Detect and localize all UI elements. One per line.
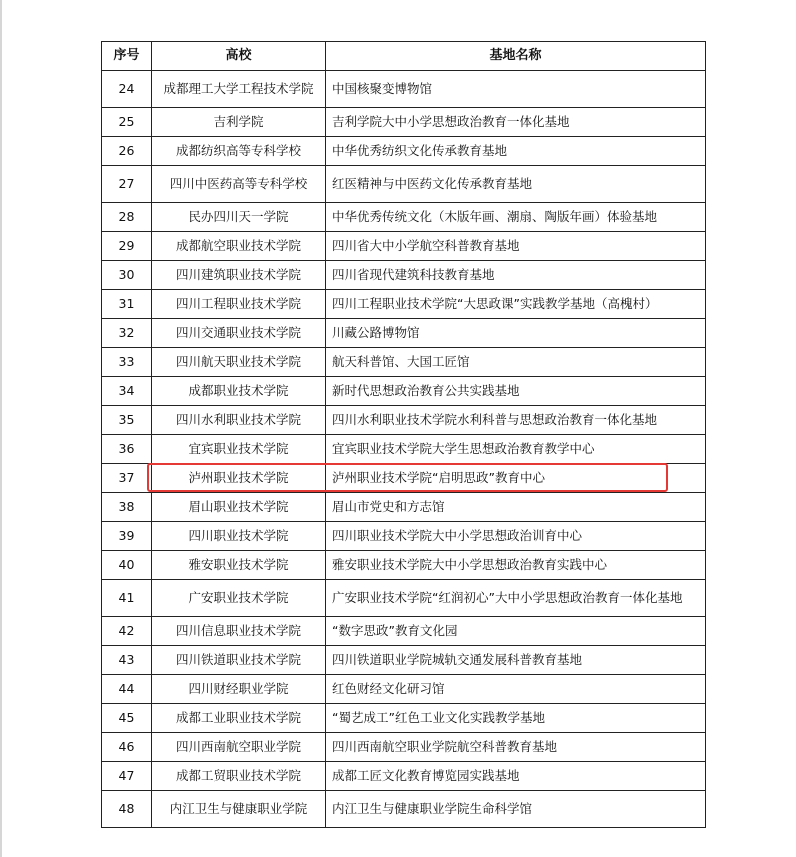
row-school: 内江卫生与健康职业学院 — [152, 791, 326, 828]
row-base-name: 红色财经文化研习馆 — [326, 675, 706, 704]
header-school: 高校 — [152, 42, 326, 71]
row-base-name: 四川水利职业技术学院水利科普与思想政治教育一体化基地 — [326, 406, 706, 435]
row-base-name: “数字思政”教育文化园 — [326, 617, 706, 646]
table-row — [102, 762, 706, 791]
row-number: 34 — [102, 377, 152, 406]
row-base-name: “蜀艺成工”红色工业文化实践教学基地 — [326, 704, 706, 733]
row-school: 四川航天职业技术学院 — [152, 348, 326, 377]
row-base-name: 吉利学院大中小学思想政治教育一体化基地 — [326, 108, 706, 137]
row-number: 48 — [102, 791, 152, 828]
row-base-name: 泸州职业技术学院“启明思政”教育中心 — [326, 464, 706, 493]
row-number: 43 — [102, 646, 152, 675]
table-row — [102, 166, 706, 203]
row-school: 宜宾职业技术学院 — [152, 435, 326, 464]
row-number: 40 — [102, 551, 152, 580]
table-row — [102, 493, 706, 522]
row-school: 成都工贸职业技术学院 — [152, 762, 326, 791]
row-school: 民办四川天一学院 — [152, 203, 326, 232]
row-school: 四川工程职业技术学院 — [152, 290, 326, 319]
row-number: 33 — [102, 348, 152, 377]
row-school: 四川建筑职业技术学院 — [152, 261, 326, 290]
row-school: 成都航空职业技术学院 — [152, 232, 326, 261]
row-number: 44 — [102, 675, 152, 704]
table-row — [102, 261, 706, 290]
row-school: 成都职业技术学院 — [152, 377, 326, 406]
row-number: 28 — [102, 203, 152, 232]
header-number: 序号 — [102, 42, 152, 71]
row-base-name: 广安职业技术学院“红润初心”大中小学思想政治教育一体化基地 — [326, 580, 706, 617]
table-row — [102, 137, 706, 166]
table-row — [102, 232, 706, 261]
row-base-name: 四川职业技术学院大中小学思想政治训育中心 — [326, 522, 706, 551]
row-base-name: 新时代思想政治教育公共实践基地 — [326, 377, 706, 406]
row-number: 36 — [102, 435, 152, 464]
page-left-border — [0, 0, 2, 857]
row-base-name: 航天科普馆、大国工匠馆 — [326, 348, 706, 377]
row-number: 26 — [102, 137, 152, 166]
row-school: 眉山职业技术学院 — [152, 493, 326, 522]
row-school: 雅安职业技术学院 — [152, 551, 326, 580]
row-base-name: 四川西南航空职业学院航空科普教育基地 — [326, 733, 706, 762]
table-row — [102, 71, 706, 108]
row-number: 35 — [102, 406, 152, 435]
row-school: 四川财经职业学院 — [152, 675, 326, 704]
row-base-name: 内江卫生与健康职业学院生命科学馆 — [326, 791, 706, 828]
row-number: 31 — [102, 290, 152, 319]
table-row — [102, 580, 706, 617]
row-school: 广安职业技术学院 — [152, 580, 326, 617]
table-row — [102, 646, 706, 675]
row-number: 47 — [102, 762, 152, 791]
row-school: 四川信息职业技术学院 — [152, 617, 326, 646]
row-base-name: 眉山市党史和方志馆 — [326, 493, 706, 522]
row-base-name: 四川省现代建筑科技教育基地 — [326, 261, 706, 290]
row-number: 46 — [102, 733, 152, 762]
row-base-name: 四川工程职业技术学院“大思政课”实践教学基地（高槐村） — [326, 290, 706, 319]
row-number: 42 — [102, 617, 152, 646]
row-base-name: 宜宾职业技术学院大学生思想政治教育教学中心 — [326, 435, 706, 464]
table-row — [102, 704, 706, 733]
table-row — [102, 290, 706, 319]
row-number: 45 — [102, 704, 152, 733]
row-number: 39 — [102, 522, 152, 551]
table-row — [102, 406, 706, 435]
table-row — [102, 435, 706, 464]
row-number: 41 — [102, 580, 152, 617]
row-number: 27 — [102, 166, 152, 203]
row-school: 泸州职业技术学院 — [152, 464, 326, 493]
row-school: 四川交通职业技术学院 — [152, 319, 326, 348]
table-row-highlighted — [102, 464, 706, 493]
row-school: 四川铁道职业技术学院 — [152, 646, 326, 675]
table-row — [102, 377, 706, 406]
table-row — [102, 675, 706, 704]
table-row — [102, 319, 706, 348]
row-school: 吉利学院 — [152, 108, 326, 137]
table-row — [102, 522, 706, 551]
table-row — [102, 203, 706, 232]
row-base-name: 红医精神与中医药文化传承教育基地 — [326, 166, 706, 203]
row-number: 37 — [102, 464, 152, 493]
row-school: 四川西南航空职业学院 — [152, 733, 326, 762]
row-base-name: 四川省大中小学航空科普教育基地 — [326, 232, 706, 261]
row-school: 成都理工大学工程技术学院 — [152, 71, 326, 108]
table-row — [102, 108, 706, 137]
row-number: 32 — [102, 319, 152, 348]
row-number: 29 — [102, 232, 152, 261]
row-base-name: 雅安职业技术学院大中小学思想政治教育实践中心 — [326, 551, 706, 580]
schools-bases-table — [101, 41, 706, 828]
row-number: 25 — [102, 108, 152, 137]
row-school: 四川水利职业技术学院 — [152, 406, 326, 435]
table-row — [102, 551, 706, 580]
row-base-name: 中国核聚变博物馆 — [326, 71, 706, 108]
row-number: 30 — [102, 261, 152, 290]
row-school: 四川中医药高等专科学校 — [152, 166, 326, 203]
header-base-name: 基地名称 — [326, 42, 706, 71]
row-school: 四川职业技术学院 — [152, 522, 326, 551]
table-row — [102, 733, 706, 762]
table-header-row — [102, 42, 706, 71]
row-number: 24 — [102, 71, 152, 108]
row-base-name: 中华优秀纺织文化传承教育基地 — [326, 137, 706, 166]
table-row — [102, 791, 706, 828]
row-school: 成都纺织高等专科学校 — [152, 137, 326, 166]
row-number: 38 — [102, 493, 152, 522]
table-row — [102, 617, 706, 646]
row-base-name: 中华优秀传统文化（木版年画、潮扇、陶版年画）体验基地 — [326, 203, 706, 232]
row-base-name: 川藏公路博物馆 — [326, 319, 706, 348]
row-school: 成都工业职业技术学院 — [152, 704, 326, 733]
row-base-name: 成都工匠文化教育博览园实践基地 — [326, 762, 706, 791]
row-base-name: 四川铁道职业学院城轨交通发展科普教育基地 — [326, 646, 706, 675]
table-row — [102, 348, 706, 377]
